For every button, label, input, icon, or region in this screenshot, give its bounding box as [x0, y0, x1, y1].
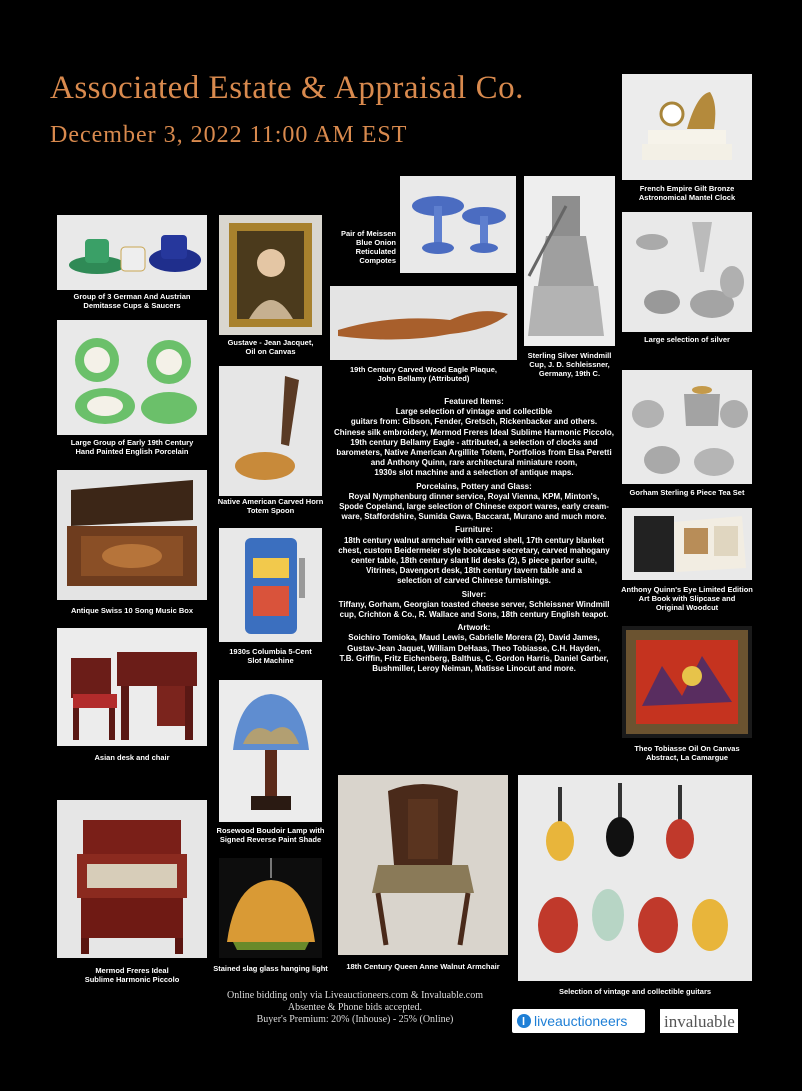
- absentee-line: Absentee & Phone bids accepted.: [287, 1002, 423, 1013]
- windmill-cup-photo: [524, 176, 615, 346]
- teaset-photo: [622, 370, 752, 484]
- piccolo-caption: Mermod Freres Ideal Sublime Harmonic Piccolo: [84, 966, 180, 984]
- jaquet-caption: Gustave - Jean Jacquet, Oil on Canvas: [227, 338, 314, 356]
- quinn-book-photo: [622, 508, 752, 580]
- svg-text:liveauctioneers: liveauctioneers: [534, 1013, 628, 1029]
- svg-text:invaluable: invaluable: [664, 1012, 735, 1031]
- slag-light-photo: [219, 858, 322, 958]
- horn-caption: Native American Carved Horn Totem Spoon: [217, 497, 324, 515]
- artwork-heading: Artwork:: [457, 623, 491, 633]
- silver-caption: Large selection of silver: [644, 335, 730, 344]
- slag-caption: Stained slag glass hanging light: [213, 964, 328, 973]
- piccolo-photo: [57, 800, 207, 958]
- porcelain-caption: Large Group of Early 19th Century Hand Painted English Porcelain: [70, 438, 194, 456]
- teaset-caption: Gorham Sterling 6 Piece Tea Set: [629, 488, 745, 497]
- eagle-plaque-photo: [330, 286, 517, 360]
- liveauctioneers-logo[interactable]: [512, 1009, 645, 1033]
- eagle-caption: 19th Century Carved Wood Eagle Plaque, John Bellamy (Attributed): [350, 365, 497, 383]
- guitars-photo: [518, 775, 752, 981]
- porcelain-heading: Porcelains, Pottery and Glass:: [416, 481, 532, 491]
- asian-desk-photo: [57, 628, 207, 746]
- svg-text:l: l: [522, 1016, 526, 1028]
- furniture-heading: Furniture:: [455, 525, 493, 535]
- guitars-caption: Selection of vintage and collectible guitars: [558, 987, 712, 996]
- musicbox-caption: Antique Swiss 10 Song Music Box: [70, 606, 194, 615]
- porcelain-photo: [57, 320, 207, 435]
- music-box-photo: [57, 470, 207, 600]
- bidding-info: [200, 990, 510, 1026]
- clock-caption: French Empire Gilt Bronze Astronomical Mantel Clock: [638, 184, 736, 202]
- windmill-caption: Sterling Silver Windmill Cup, J. D. Schleissner, Germany, 19th C.: [527, 351, 612, 378]
- invaluable-logo[interactable]: [660, 1009, 738, 1033]
- jaquet-painting-photo: [219, 215, 322, 335]
- desk-caption: Asian desk and chair: [94, 753, 170, 762]
- tobiasse-painting-photo: [622, 626, 752, 738]
- queen-anne-chair-photo: [338, 775, 508, 955]
- silver-heading: Silver:: [461, 589, 487, 599]
- auction-date: December 3, 2022 11:00 AM EST: [50, 122, 408, 148]
- slot-machine-photo: [219, 528, 322, 642]
- bidding-line: Online bidding only via Liveauctioneers.com & Invaluable.com: [226, 990, 484, 1001]
- meissen-photo: [400, 176, 516, 273]
- silver-photo: [622, 212, 752, 332]
- slot-caption: 1930s Columbia 5-Cent Slot Machine: [229, 647, 312, 665]
- meissen-caption: Pair of Meissen Blue Onion Reticulated Compotes: [340, 229, 396, 265]
- featured-text-block: Featured Items: Large selection of vintage and collectible guitars from: Gibson, Fender, Gretsch, Rickenbacker and others. Chinese silk embroidery, Mermod Freres Ideal Sublime Harmonic Piccolo, 19th century Bellamy Eagle - attributed, a selection of clocks and barometers, Native American Argillite Totem, Portfolios from Elsa Peretti and Anthony Quinn, rare architectural miniature room, 1930s slot machine and a selection of antique maps. Porcelains, Pottery and Glass: Royal Nymphenburg dinner service, Royal Vienna, KPM, Minton's, Spode Copeland, large selection of Chinese export wares, early cream- ware, Staffordshire, Sumida Gawa, Baccarat, Murano and much more. Furniture: 18th century walnut armchair with carved shell, 17th century blanket chest, custom Beidermeier style bookcase secretary, carved mahogany center table, 18th century slant lid desks (2), 5 piece parlor suite, Vitrines, Davenport desk, 18th century tavern table and a selection of carved Chinese furnishings. Silver: Tiffany, Gorham, Georgian toasted cheese server, Schleissner Windmill cup, Crichton & Co., R. Wallace and Sons, 18th century English teapot. Artwork: Soichiro Tomioka, Maud Lewis, Gabrielle Morera (2), David James, Gustav-Jean Jaquet, William DeHaas, Theo Tobiasse, C.H. Hayden, T.B. Griffin, Fritz Eichenberg, Balthus, C. Gordon Harris, Daniel Garber, Bushmiller, Leroy Neiman, Matisse Linocut and more.: [330, 394, 618, 674]
- armchair-caption: 18th Century Queen Anne Walnut Armchair: [346, 962, 500, 971]
- clock-photo: [622, 74, 752, 180]
- quinn-caption: Anthony Quinn's Eye Limited Edition Art Book with Slipcase and Original Woodcut: [621, 585, 753, 612]
- horn-spoon-photo: [219, 366, 322, 496]
- lamp-caption: Rosewood Boudoir Lamp with Signed Reverse Paint Shade: [216, 826, 325, 844]
- boudoir-lamp-photo: [219, 680, 322, 822]
- cups-caption: Group of 3 German And Austrian Demitasse Cups & Saucers: [73, 292, 191, 310]
- page-title: Associated Estate & Appraisal Co.: [50, 70, 524, 106]
- premium-line: Buyer's Premium: 20% (Inhouse) - 25% (Online): [256, 1014, 454, 1025]
- tobiasse-caption: Theo Tobiasse Oil On Canvas Abstract, La Camargue: [634, 744, 740, 762]
- featured-heading: Featured Items:: [444, 397, 504, 406]
- cups-photo: [57, 215, 207, 290]
